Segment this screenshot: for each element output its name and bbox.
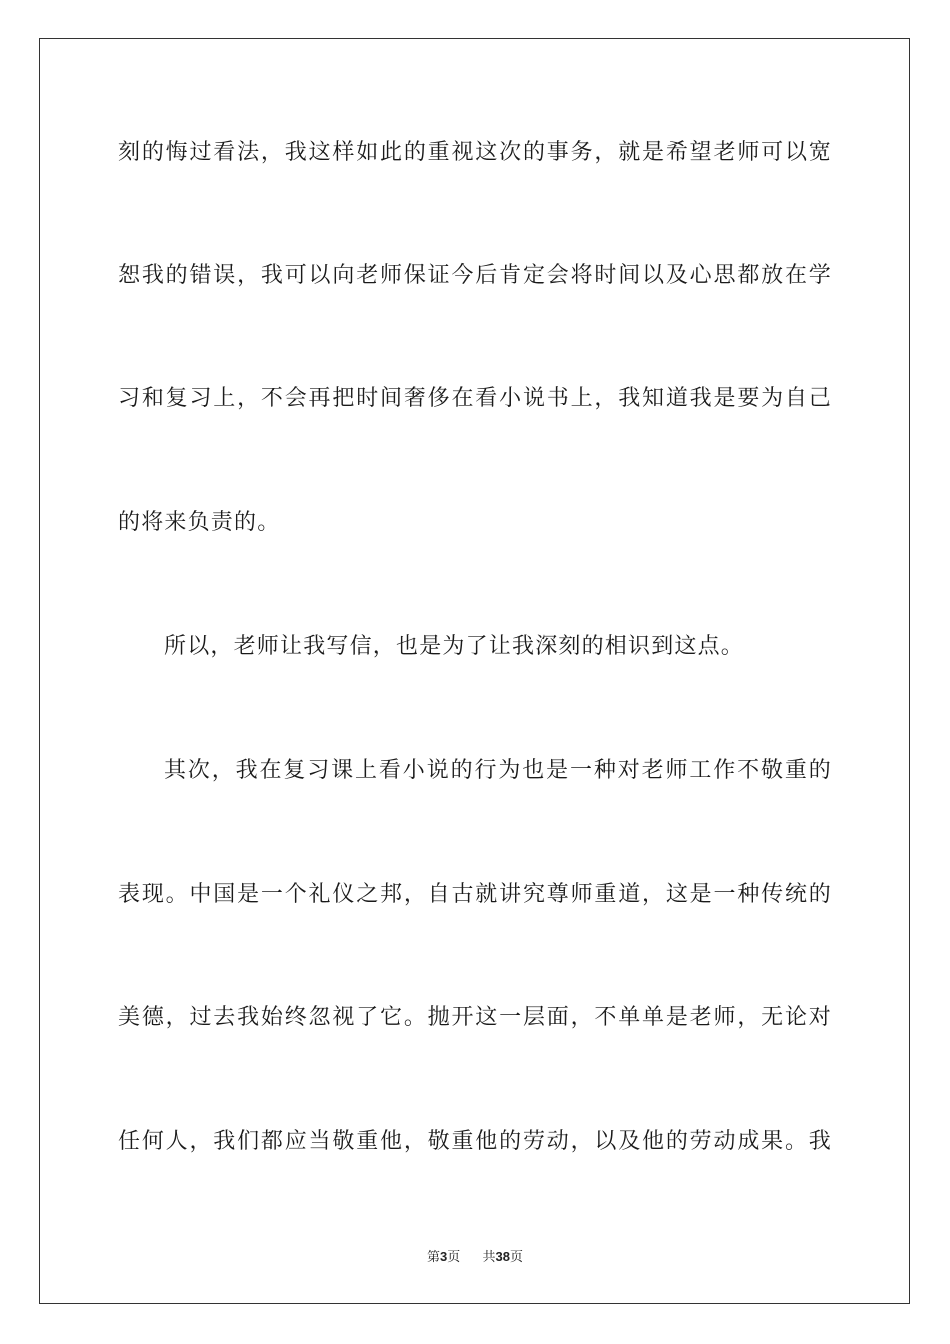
paragraph-line-5: 所以，老师让我写信，也是为了让我深刻的相识到这点。 [164,634,745,659]
paragraph-line-6: 其次，我在复习课上看小说的行为也是一种对老师工作不敬重的 [164,758,832,783]
paragraph-line-1: 刻的悔过看法，我这样如此的重视这次的事务，就是希望老师可以宽 [118,140,832,165]
page-border [39,38,910,1304]
paragraph-line-9: 任何人，我们都应当敬重他，敬重他的劳动，以及他的劳动成果。我 [118,1129,832,1154]
paragraph-line-3: 习和复习上，不会再把时间奢侈在看小说书上，我知道我是要为自己 [118,386,832,411]
total-suffix: 页 [510,1250,524,1265]
page-number: 3 [439,1249,448,1264]
total-pages-label [483,1248,524,1267]
paragraph-line-2: 恕我的错误，我可以向老师保证今后肯定会将时间以及心思都放在学 [118,263,832,288]
page-prefix: 第 [426,1250,440,1265]
paragraph-line-7: 表现。中国是一个礼仪之邦，自古就讲究尊师重道，这是一种传统的 [118,882,832,907]
paragraph-line-4: 的将来负责的。 [118,510,281,535]
total-prefix: 共 [482,1250,496,1265]
paragraph-line-8: 美德，过去我始终忽视了它。抛开这一层面，不单单是老师，无论对 [118,1005,832,1030]
page-label [427,1248,460,1267]
total-pages: 38 [495,1249,510,1264]
page-footer [0,1248,950,1267]
page-suffix: 页 [447,1250,461,1265]
